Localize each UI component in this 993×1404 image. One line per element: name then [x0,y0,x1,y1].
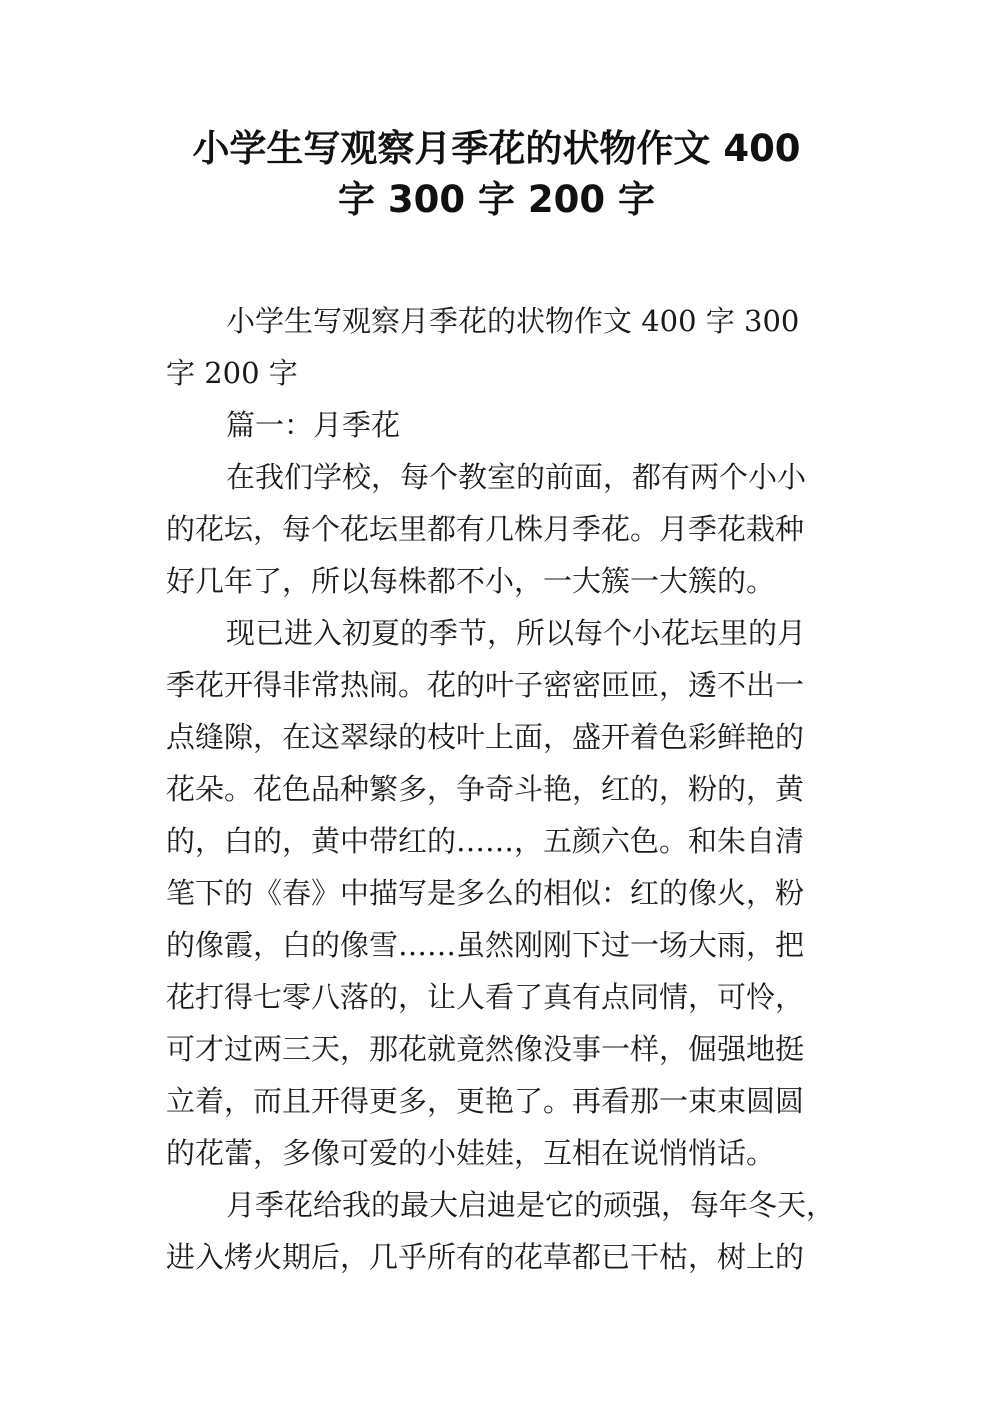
paragraph-line: 月季花给我的最大启迪是它的顽强，每年冬天， [226,1188,836,1222]
paragraph-line: 笔下的《春》中描写是多么的相似：红的像火，粉 [166,876,805,910]
section-heading: 篇一：月季花 [226,408,401,442]
paragraph-line: 在我们学校，每个教室的前面，都有两个小小 [226,460,807,494]
paragraph-line: 花打得七零八落的，让人看了真有点同情，可怜， [166,980,805,1014]
paragraph-line: 季花开得非常热闹。花的叶子密密匝匝，透不出一 [166,668,805,702]
intro-line-2: 字 200 字 [166,356,298,390]
paragraph-line: 进入烤火期后，几乎所有的花草都已干枯，树上的 [166,1240,805,1274]
paragraph-line: 的花蕾，多像可爱的小娃娃，互相在说悄悄话。 [166,1136,776,1170]
document-title-line-1: 小学生写观察月季花的状物作文 400 [192,127,801,170]
paragraph-line: 可才过两三天，那花就竟然像没事一样，倔强地挺 [166,1032,805,1066]
intro-line-1: 小学生写观察月季花的状物作文 400 字 300 [226,304,800,338]
paragraph-line: 的，白的，黄中带红的……，五颜六色。和朱自清 [166,824,805,858]
paragraph-line: 的像霞，白的像雪……虽然刚刚下过一场大雨，把 [166,928,805,962]
paragraph-line: 好几年了，所以每株都不小，一大簇一大簇的。 [166,564,776,598]
paragraph-line: 点缝隙，在这翠绿的枝叶上面，盛开着色彩鲜艳的 [166,720,805,754]
document-title-line-2: 字 300 字 200 字 [338,178,655,221]
paragraph-line: 的花坛，每个花坛里都有几株月季花。月季花栽种 [166,512,805,546]
paragraph-line: 现已进入初夏的季节，所以每个小花坛里的月 [226,616,807,650]
paragraph-line: 花朵。花色品种繁多，争奇斗艳，红的，粉的，黄 [166,772,805,806]
paragraph-line: 立着，而且开得更多，更艳了。再看那一束束圆圆 [166,1084,805,1118]
